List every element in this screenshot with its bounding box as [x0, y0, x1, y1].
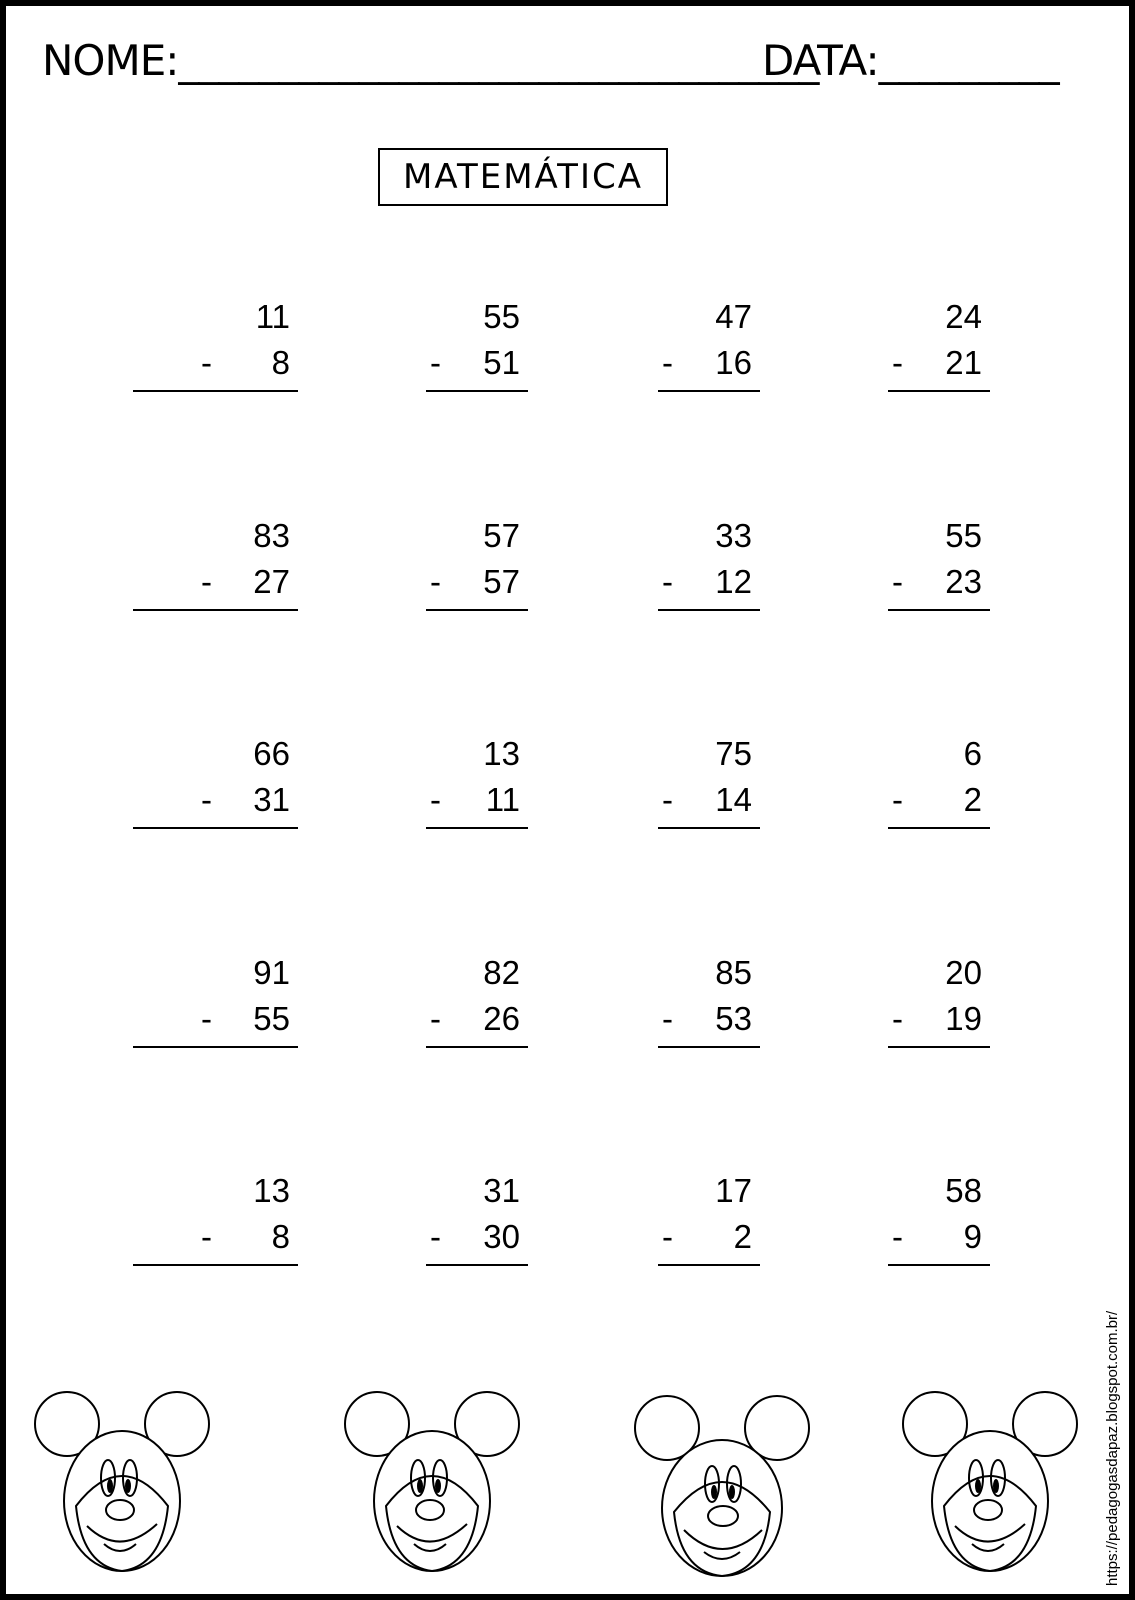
- subtraction-problem: [658, 954, 760, 1054]
- minus-sign: -: [201, 1000, 212, 1037]
- subtraction-problem: [658, 735, 760, 835]
- minuend: 47: [715, 298, 752, 335]
- minuend: 83: [253, 517, 290, 554]
- minuend: 91: [253, 954, 290, 991]
- subtraction-problem: [658, 298, 760, 398]
- answer-line: [888, 609, 990, 611]
- minus-sign: -: [662, 344, 673, 381]
- mickey-face-icon: [342, 1386, 522, 1586]
- subtraction-problem: [133, 735, 298, 835]
- subtrahend: 9: [963, 1218, 982, 1255]
- minuend: 13: [483, 735, 520, 772]
- mickey-face-icon: [32, 1386, 212, 1586]
- name-field-label: NOME:________________________________: [42, 36, 819, 85]
- subtraction-problem: [426, 954, 528, 1054]
- minuend: 55: [483, 298, 520, 335]
- minuend: 66: [253, 735, 290, 772]
- header: [34, 36, 1094, 96]
- answer-line: [888, 827, 990, 829]
- minus-sign: -: [201, 563, 212, 600]
- answer-line: [133, 827, 298, 829]
- answer-line: [133, 390, 298, 392]
- minus-sign: -: [892, 563, 903, 600]
- subtraction-problem: [426, 517, 528, 617]
- minus-sign: -: [662, 563, 673, 600]
- subtrahend: 51: [483, 344, 520, 381]
- minus-sign: -: [892, 344, 903, 381]
- subtrahend: 8: [271, 344, 290, 381]
- answer-line: [658, 827, 760, 829]
- minus-sign: -: [201, 344, 212, 381]
- subtraction-problem: [133, 1172, 298, 1272]
- answer-line: [133, 1046, 298, 1048]
- minus-sign: -: [201, 781, 212, 818]
- mickey-face-icon: [632, 1390, 812, 1590]
- minuend: 33: [715, 517, 752, 554]
- subtrahend: 12: [715, 563, 752, 600]
- minus-sign: -: [430, 1000, 441, 1037]
- minus-sign: -: [892, 781, 903, 818]
- minus-sign: -: [662, 1000, 673, 1037]
- subtraction-problem: [133, 517, 298, 617]
- subtraction-problem: [888, 954, 990, 1054]
- subtrahend: 14: [715, 781, 752, 818]
- minuend: 55: [945, 517, 982, 554]
- answer-line: [888, 1046, 990, 1048]
- answer-line: [426, 827, 528, 829]
- subtrahend: 21: [945, 344, 982, 381]
- minuend: 85: [715, 954, 752, 991]
- subtraction-problem: [133, 954, 298, 1054]
- answer-line: [426, 1264, 528, 1266]
- answer-line: [658, 1046, 760, 1048]
- minuend: 11: [255, 298, 290, 335]
- subtraction-problem: [888, 1172, 990, 1272]
- minuend: 57: [483, 517, 520, 554]
- date-field-label: DATA:_________: [762, 36, 1059, 85]
- subtrahend: 23: [945, 563, 982, 600]
- minus-sign: -: [892, 1218, 903, 1255]
- subtrahend: 53: [715, 1000, 752, 1037]
- subtraction-problem: [658, 1172, 760, 1272]
- mickey-face-icon: [900, 1386, 1080, 1586]
- answer-line: [658, 390, 760, 392]
- answer-line: [888, 1264, 990, 1266]
- answer-line: [658, 1264, 760, 1266]
- subtrahend: 30: [483, 1218, 520, 1255]
- watermark-url: https://pedagogasdapaz.blogspot.com.br/: [1104, 1310, 1121, 1586]
- subtrahend: 55: [253, 1000, 290, 1037]
- answer-line: [426, 1046, 528, 1048]
- answer-line: [426, 390, 528, 392]
- subtrahend: 19: [945, 1000, 982, 1037]
- subtraction-problem: [888, 298, 990, 398]
- subtrahend: 57: [483, 563, 520, 600]
- minus-sign: -: [201, 1218, 212, 1255]
- subtraction-problem: [426, 735, 528, 835]
- minuend: 58: [945, 1172, 982, 1209]
- answer-line: [658, 609, 760, 611]
- minus-sign: -: [892, 1000, 903, 1037]
- minuend: 75: [715, 735, 752, 772]
- subtrahend: 31: [253, 781, 290, 818]
- subtraction-problem: [658, 517, 760, 617]
- answer-line: [133, 1264, 298, 1266]
- subtraction-problem: [133, 298, 298, 398]
- subtraction-problem: [888, 735, 990, 835]
- subtrahend: 8: [271, 1218, 290, 1255]
- subtrahend: 2: [733, 1218, 752, 1255]
- subtrahend: 27: [253, 563, 290, 600]
- minus-sign: -: [430, 781, 441, 818]
- minuend: 6: [963, 735, 982, 772]
- minuend: 20: [945, 954, 982, 991]
- answer-line: [888, 390, 990, 392]
- minus-sign: -: [662, 1218, 673, 1255]
- minuend: 13: [253, 1172, 290, 1209]
- subtrahend: 16: [715, 344, 752, 381]
- subtraction-problem: [426, 1172, 528, 1272]
- minuend: 82: [483, 954, 520, 991]
- subtrahend: 2: [963, 781, 982, 818]
- subtrahend: 26: [483, 1000, 520, 1037]
- answer-line: [426, 609, 528, 611]
- minuend: 31: [483, 1172, 520, 1209]
- subtrahend: 11: [485, 781, 520, 818]
- minuend: 17: [715, 1172, 752, 1209]
- page-title: MATEMÁTICA: [378, 148, 668, 206]
- minus-sign: -: [662, 781, 673, 818]
- subtraction-problem: [888, 517, 990, 617]
- subtraction-problem: [426, 298, 528, 398]
- minus-sign: -: [430, 344, 441, 381]
- minuend: 24: [945, 298, 982, 335]
- answer-line: [133, 609, 298, 611]
- minus-sign: -: [430, 563, 441, 600]
- minus-sign: -: [430, 1218, 441, 1255]
